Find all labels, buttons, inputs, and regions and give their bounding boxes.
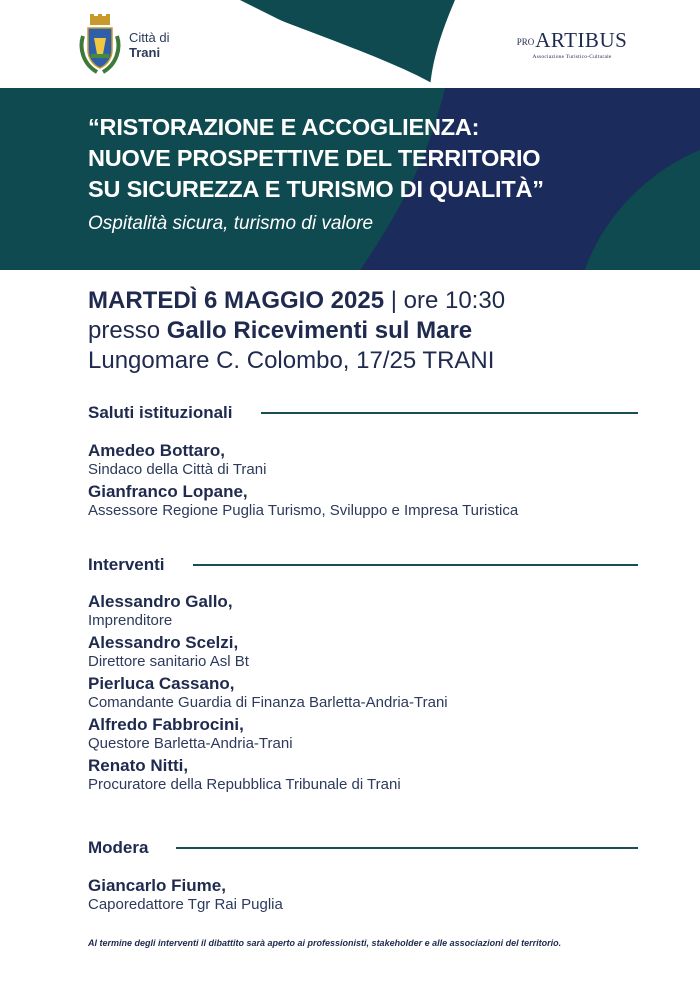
speaker — [88, 440, 668, 479]
speaker-name: Pierluca Cassano, — [88, 674, 235, 693]
section-divider — [193, 564, 638, 566]
event-details — [88, 286, 688, 376]
modera-list — [88, 875, 668, 916]
speaker — [88, 632, 668, 671]
partner-name: ARTIBUS — [535, 28, 628, 52]
speaker — [88, 591, 668, 630]
event-subtitle: Ospitalità sicura, turismo di valore — [88, 213, 374, 234]
speaker-role: Direttore sanitario Asl Bt — [88, 653, 249, 670]
section-divider — [261, 412, 638, 414]
speaker-role: Sindaco della Città di Trani — [88, 461, 267, 478]
city-logo — [77, 14, 169, 76]
city-name: Trani — [129, 45, 161, 60]
city-prefix: Città di — [129, 30, 170, 45]
title-line-1: “RISTORAZIONE E ACCOGLIENZA: — [88, 114, 480, 140]
title-line-3: SU SICUREZZA E TURISMO DI QUALITÀ” — [88, 176, 544, 202]
header-banner — [0, 0, 700, 270]
interventi-list — [88, 591, 668, 796]
saluti-list — [88, 440, 668, 522]
city-crest-icon — [77, 14, 123, 76]
speaker-name: Amedeo Bottaro, — [88, 441, 225, 460]
partner-subtitle: Associazione Turistico-Culturale — [532, 54, 612, 60]
section-modera-header — [88, 838, 638, 858]
section-divider — [176, 847, 638, 849]
speaker-role: Assessore Regione Puglia Turismo, Sviluppo e Impresa Turistica — [88, 502, 519, 519]
speaker-role: Caporedattore Tgr Rai Puglia — [88, 896, 283, 913]
section-interventi-header — [88, 555, 638, 575]
section-interventi-label: Interventi — [88, 555, 165, 574]
speaker — [88, 481, 668, 520]
event-address: Lungomare C. Colombo, 17/25 TRANI — [88, 347, 495, 374]
section-saluti-header — [88, 403, 638, 423]
venue-prefix: presso — [88, 317, 167, 344]
partner-logo — [516, 28, 628, 70]
event-date: MARTEDÌ 6 MAGGIO 2025 — [88, 287, 385, 314]
speaker-role: Questore Barletta-Andria-Trani — [88, 735, 293, 752]
footer-note: Al termine degli interventi il dibattito sarà aperto ai professionisti, stakeholder e alle associazioni del territorio. — [88, 938, 562, 948]
speaker — [88, 875, 668, 914]
speaker-role: Comandante Guardia di Finanza Barletta-Andria-Trani — [88, 694, 448, 711]
section-saluti-label: Saluti istituzionali — [88, 403, 233, 422]
speaker-name: Renato Nitti, — [88, 756, 189, 775]
speaker — [88, 755, 668, 794]
speaker-name: Alessandro Gallo, — [88, 592, 233, 611]
speaker — [88, 673, 668, 712]
section-modera-label: Modera — [88, 838, 149, 857]
speaker-name: Giancarlo Fiume, — [88, 876, 226, 895]
speaker-role: Imprenditore — [88, 612, 173, 629]
title-line-2: NUOVE PROSPETTIVE DEL TERRITORIO — [88, 145, 541, 171]
speaker-name: Alessandro Scelzi, — [88, 633, 239, 652]
speaker-name: Gianfranco Lopane, — [88, 482, 248, 501]
event-title — [88, 112, 688, 236]
event-venue: Gallo Ricevimenti sul Mare — [166, 317, 473, 344]
speaker-name: Alfredo Fabbrocini, — [88, 715, 244, 734]
speaker — [88, 714, 668, 753]
partner-pro-text: PRO — [516, 37, 535, 47]
speaker-role: Procuratore della Repubblica Tribunale di Trani — [88, 776, 401, 793]
event-time: | ore 10:30 — [384, 287, 506, 314]
